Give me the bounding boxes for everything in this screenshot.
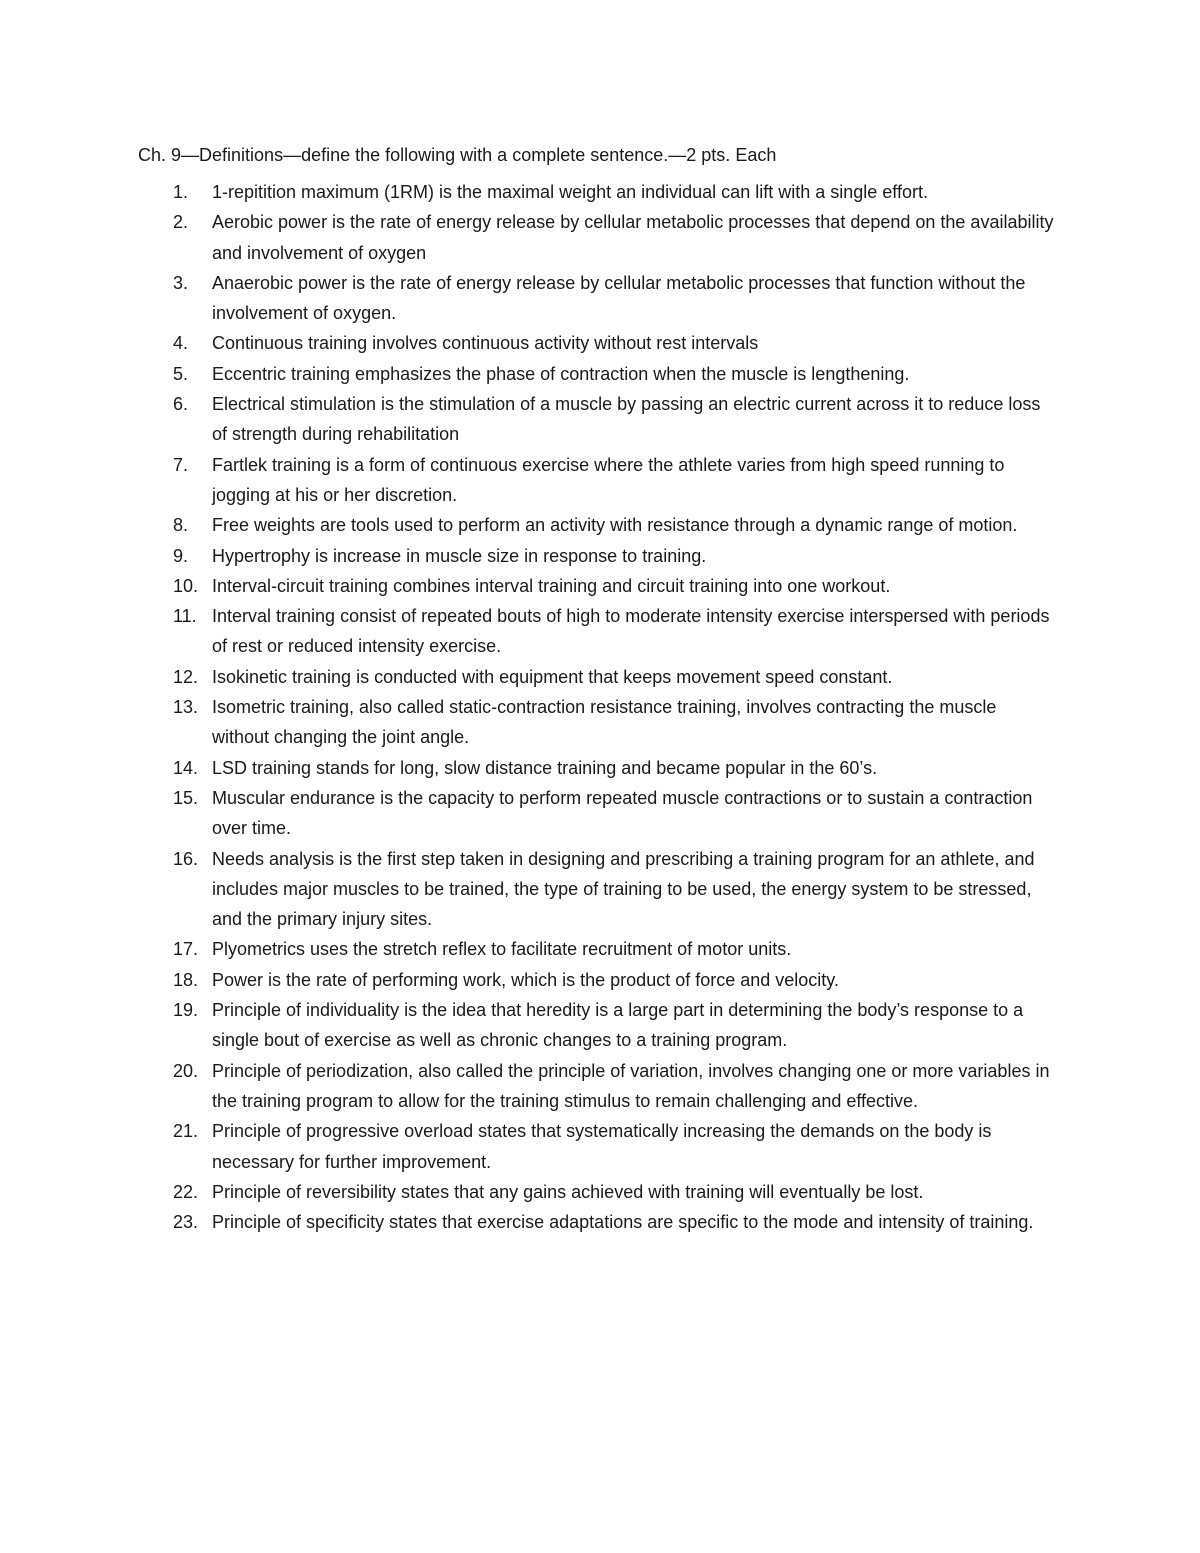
item-number: 15. xyxy=(173,787,199,808)
item-number: 17. xyxy=(173,939,199,960)
list-item xyxy=(138,965,1058,995)
item-number: 8. xyxy=(173,515,189,536)
list-item xyxy=(138,1207,1058,1237)
item-text: Power is the rate of performing work, which is the product of force and velocity. xyxy=(212,969,839,990)
item-text: Plyometrics uses the stretch reflex to facilitate recruitment of motor units. xyxy=(212,939,792,960)
list-item xyxy=(138,692,1058,753)
list-item xyxy=(138,1056,1058,1117)
item-number: 22. xyxy=(173,1181,199,1202)
item-number: 6. xyxy=(173,394,189,415)
item-number: 4. xyxy=(173,333,189,354)
item-number: 20. xyxy=(173,1060,199,1081)
item-text: Free weights are tools used to perform an activity with resistance through a dynamic range of motion. xyxy=(212,515,1018,536)
list-item xyxy=(138,1177,1058,1207)
item-number: 10. xyxy=(173,575,199,596)
list-item xyxy=(138,934,1058,964)
item-text: Principle of individuality is the idea that heredity is a large part in determining the body’s response to a single bout of exercise as well as chronic changes to a training program. xyxy=(212,1000,1024,1051)
item-text: Principle of periodization, also called the principle of variation, involves changing one or more variables in the training program to allow for the training stimulus to remain challenging and effective. xyxy=(212,1060,1050,1111)
item-number: 7. xyxy=(173,454,189,475)
list-item xyxy=(138,389,1058,450)
item-text: Principle of progressive overload states that systematically increasing the demands on the body is necessary for further improvement. xyxy=(212,1121,992,1172)
item-text: Interval training consist of repeated bouts of high to moderate intensity exercise interspersed with periods of rest or reduced intensity exercise. xyxy=(212,606,1050,657)
list-item xyxy=(138,783,1058,844)
item-text: Aerobic power is the rate of energy release by cellular metabolic processes that depend on the availability and involvement of oxygen xyxy=(212,212,1054,263)
list-item xyxy=(138,177,1058,207)
item-text: 1-repitition maximum (1RM) is the maximal weight an individual can lift with a single effort. xyxy=(212,182,928,202)
item-text: Principle of specificity states that exercise adaptations are specific to the mode and intensity of training. xyxy=(212,1212,1034,1233)
item-number: 18. xyxy=(173,969,199,990)
list-item xyxy=(138,995,1058,1056)
item-number: 13. xyxy=(173,697,199,718)
list-item xyxy=(138,359,1058,389)
list-item xyxy=(138,510,1058,540)
item-number: 14. xyxy=(173,757,199,778)
list-item xyxy=(138,662,1058,692)
list-item xyxy=(138,844,1058,935)
list-item xyxy=(138,450,1058,511)
item-text: LSD training stands for long, slow distance training and became popular in the 60’s. xyxy=(212,757,878,778)
item-text: Isometric training, also called static-contraction resistance training, involves contracting the muscle without changing the joint angle. xyxy=(212,697,997,748)
list-item xyxy=(138,541,1058,571)
list-item xyxy=(138,601,1058,662)
item-number: 1. xyxy=(173,182,189,202)
item-text: Isokinetic training is conducted with equipment that keeps movement speed constant. xyxy=(212,666,893,687)
list-item xyxy=(138,268,1058,329)
item-number: 5. xyxy=(173,363,189,384)
item-number: 11. xyxy=(173,606,197,627)
item-text: Electrical stimulation is the stimulation of a muscle by passing an electric current across it to reduce loss of strength during rehabilitation xyxy=(212,394,1041,445)
list-item xyxy=(138,753,1058,783)
item-text: Hypertrophy is increase in muscle size in response to training. xyxy=(212,545,707,566)
list-item xyxy=(138,328,1058,358)
item-text: Anaerobic power is the rate of energy release by cellular metabolic processes that function without the involvement of oxygen. xyxy=(212,272,1026,324)
item-text: Principle of reversibility states that any gains achieved with training will eventually be lost. xyxy=(212,1181,924,1202)
item-text: Interval-circuit training combines interval training and circuit training into one workout. xyxy=(212,575,891,596)
item-text: Fartlek training is a form of continuous exercise where the athlete varies from high speed running to jogging at his or her discretion. xyxy=(212,454,1005,505)
definitions-list xyxy=(138,177,1058,1237)
list-item xyxy=(138,1116,1058,1177)
item-text: Muscular endurance is the capacity to perform repeated muscle contractions or to sustain a contraction over time. xyxy=(212,787,1033,839)
document-content xyxy=(138,140,1058,1237)
item-number: 9. xyxy=(173,545,189,566)
item-number: 23. xyxy=(173,1212,199,1233)
item-number: 12. xyxy=(173,666,199,687)
item-number: 19. xyxy=(173,1000,199,1021)
item-number: 21. xyxy=(173,1121,199,1142)
item-number: 16. xyxy=(173,848,199,869)
list-item xyxy=(138,571,1058,601)
item-number: 2. xyxy=(173,212,189,233)
item-text: Needs analysis is the first step taken in designing and prescribing a training program for an athlete, and includes major muscles to be trained, the type of training to be used, the energy system to be stressed, and the primary injury sites. xyxy=(212,848,1035,930)
page-title: Ch. 9—Definitions—define the following with a complete sentence.—2 pts. Each xyxy=(138,145,777,165)
item-text: Continuous training involves continuous activity without rest intervals xyxy=(212,333,759,354)
list-item xyxy=(138,207,1058,268)
item-number: 3. xyxy=(173,272,189,293)
item-text: Eccentric training emphasizes the phase of contraction when the muscle is lengthening. xyxy=(212,363,910,384)
